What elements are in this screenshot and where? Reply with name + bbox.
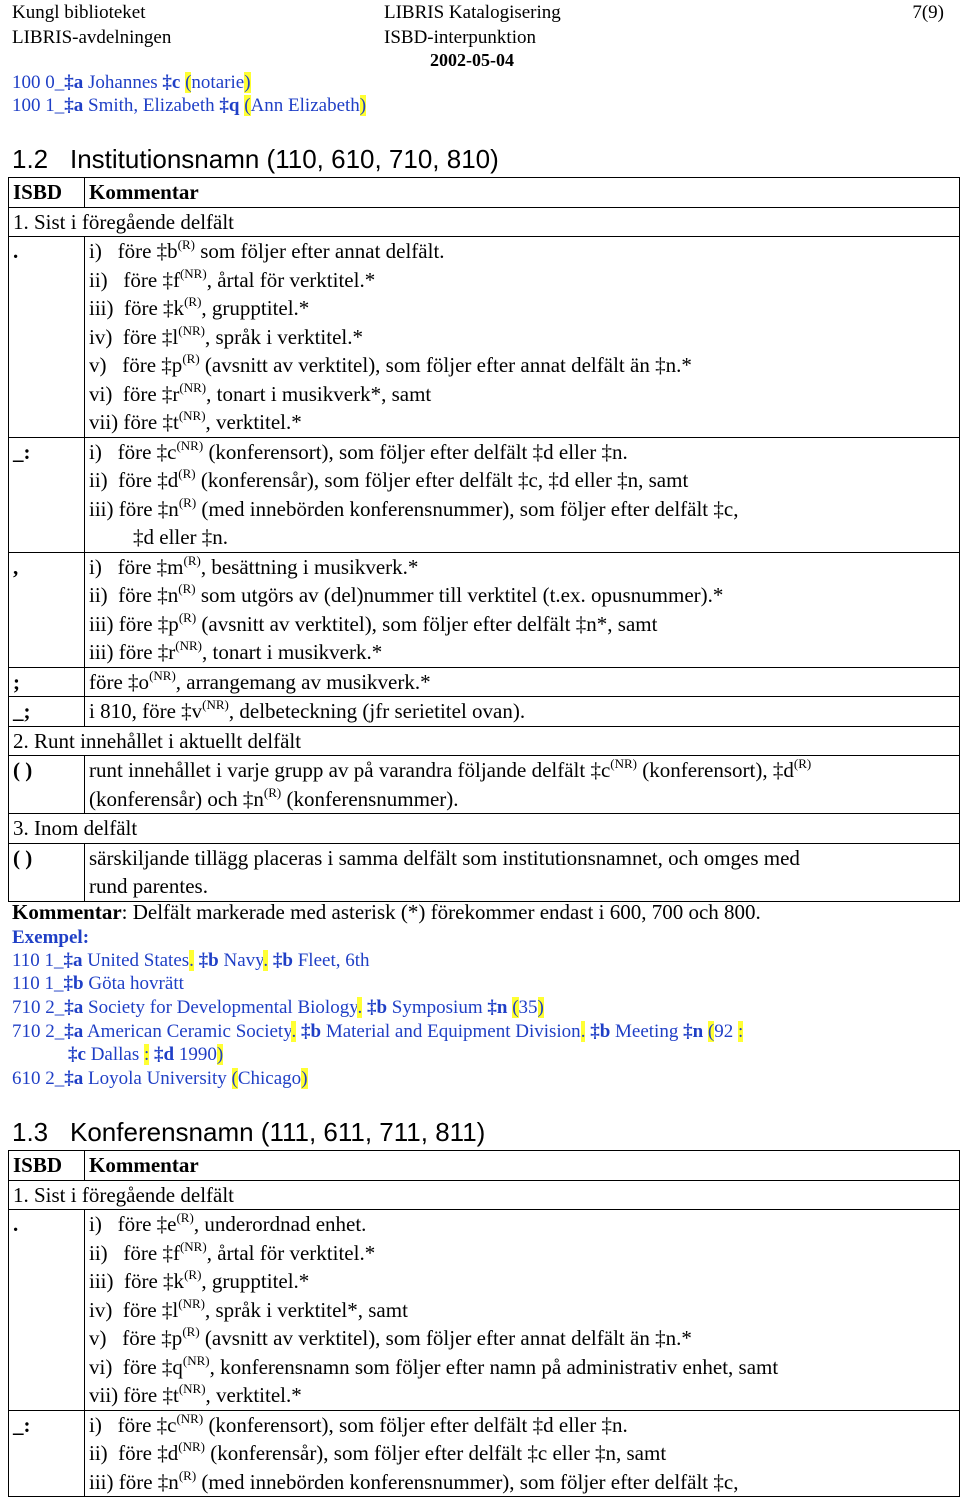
header-subtitle: ISBD-interpunktion (384, 27, 536, 48)
marc-example: 710 2_‡a Society for Developmental Biology. ‡b Symposium ‡n (35) (12, 997, 544, 1018)
isbd-symbol: , (9, 552, 85, 667)
isbd-symbol: _: (9, 1410, 85, 1497)
table-row (9, 843, 960, 901)
isbd-symbol: ; (9, 667, 85, 697)
isbd-symbol: _: (9, 437, 85, 552)
comment-line: vii) före $\ddagger t^{(NR)}$, verktitel.* (89, 1381, 302, 1407)
comment-line: i) före $\ddagger e^{(R)}$, underordnad enhet. (89, 1210, 367, 1236)
header-date: 2002-05-04 (430, 50, 514, 70)
table-header-row (9, 178, 960, 208)
comment-line: iii) före $\ddagger n^{(R)}$ (med innebörden konferensnummer), som följer efter delfält ‡c, (89, 494, 739, 521)
comment-line: före $\ddagger o^{(NR)}$, arrangemang av musikverk.* (89, 667, 431, 694)
isbd-comment (85, 552, 960, 667)
comment-line: v) före $\ddagger p^{(R)}$ (avsnitt av verktitel), som följer efter annat delfält än ‡n.* (89, 1324, 692, 1350)
section-heading-1-3: 1.3 Konferensnamn (111, 611, 711, 811) (12, 1117, 486, 1147)
col-isbd: ISBD (9, 1151, 85, 1181)
table-header-row (9, 1151, 960, 1181)
comment-line: särskiljande tillägg placeras i samma delfält som institutionsnamnet, och omges med (89, 845, 800, 870)
comment-line: ii) före $\ddagger f^{(NR)}$, årtal för verktitel.* (89, 1238, 376, 1265)
isbd-symbol: . (9, 1210, 85, 1411)
marc-example: 710 2_‡a American Ceramic Society. ‡b Material and Equipment Division. ‡b Meeting ‡n (92 : (12, 1021, 744, 1042)
isbd-symbol: ( ) (9, 843, 85, 901)
table-subheading: 1. Sist i föregående delfält (9, 207, 960, 237)
header-dept: LIBRIS-avdelningen (12, 27, 172, 48)
table-row (9, 437, 960, 552)
marc-example: 610 2_‡a Loyola University (Chicago) (12, 1068, 308, 1089)
marc-example: 110 1_‡a United States. ‡b Navy. ‡b Fleet, 6th (12, 950, 370, 971)
section-heading-1-2: 1.2 Institutionsnamn (110, 610, 710, 810) (12, 144, 499, 174)
isbd-comment (85, 697, 960, 727)
comment-line: iv) före $\ddagger l^{(NR)}$, språk i verktitel*, samt (89, 1295, 408, 1322)
comment-line: iii) före $\ddagger k^{(R)}$, grupptitel.* (89, 1267, 310, 1293)
comment-line: i) före $\ddagger b^{(R)}$ som följer efter annat delfält. (89, 237, 445, 263)
comment-line: vi) före $\ddagger q^{(NR)}$, konferensnamn som följer efter namn på administrativ enhet, samt (89, 1352, 779, 1379)
marc-example: ‡c Dallas : ‡d 1990) (68, 1044, 224, 1065)
table-row (9, 697, 960, 727)
isbd-comment (85, 667, 960, 697)
comment-line: rund parentes. (89, 874, 208, 898)
marc-example: 100 0_‡a Johannes ‡c (notarie) (12, 72, 251, 93)
page-number: 7(9) (912, 2, 944, 23)
comment-line: (konferensår) och $\ddagger n^{(R)}$ (konferensnummer). (89, 784, 459, 811)
table-row (9, 1410, 960, 1497)
table-row (9, 1210, 960, 1411)
comment-line: ii) före $\ddagger d^{(NR)}$ (konferensår), som följer efter delfält ‡c eller ‡n, samt (89, 1439, 667, 1465)
page-header (0, 0, 960, 72)
comment-note: Kommentar: Delfält markerade med asterisk (*) förekommer endast i 600, 700 och 800. (12, 900, 761, 924)
comment-line: ii) före $\ddagger f^{(NR)}$, årtal för verktitel.* (89, 265, 376, 292)
comment-line: iv) före $\ddagger l^{(NR)}$, språk i verktitel.* (89, 322, 363, 349)
comment-line: iii) före $\ddagger k^{(R)}$, grupptitel.* (89, 294, 310, 320)
comment-line: i 810, före $\ddagger v^{(NR)}$, delbeteckning (jfr serietitel ovan). (89, 697, 526, 723)
table-subheading: 2. Runt innehållet i aktuellt delfält (9, 726, 960, 756)
col-comment: Kommentar (85, 178, 960, 208)
header-center (384, 0, 561, 50)
table-row (9, 756, 960, 814)
comment-line: i) före $\ddagger c^{(NR)}$ (konferensort), som följer efter delfält ‡d eller ‡n. (89, 1410, 628, 1437)
col-comment: Kommentar (85, 1151, 960, 1181)
comment-line: i) före $\ddagger m^{(R)}$, besättning i musikverk.* (89, 552, 419, 579)
table-row (9, 667, 960, 697)
header-title: LIBRIS Katalogisering (384, 2, 561, 23)
isbd-comment (85, 437, 960, 552)
comment-line: iii) före $\ddagger r^{(NR)}$, tonart i musikverk.* (89, 638, 383, 664)
comment-line: iii) före $\ddagger p^{(R)}$ (avsnitt av verktitel), som följer efter delfält ‡n*, samt (89, 609, 658, 636)
header-org: Kungl biblioteket (12, 2, 146, 23)
comment-line: ii) före $\ddagger d^{(R)}$ (konferensår), som följer efter delfält ‡c, ‡d eller ‡n, samt (89, 466, 689, 492)
isbd-symbol: _; (9, 697, 85, 727)
isbd-comment (85, 756, 960, 814)
comment-line: i) före $\ddagger c^{(NR)}$ (konferensort), som följer efter delfält ‡d eller ‡n. (89, 437, 628, 464)
isbd-comment (85, 843, 960, 901)
table-subheading: 3. Inom delfält (9, 814, 960, 844)
table-row (9, 237, 960, 438)
examples-label: Exempel: (12, 927, 90, 948)
isbd-symbol: ( ) (9, 756, 85, 814)
comment-line: v) före $\ddagger p^{(R)}$ (avsnitt av verktitel), som följer efter annat delfält än ‡n.* (89, 351, 692, 377)
comment-line: vi) före $\ddagger r^{(NR)}$, tonart i musikverk*, samt (89, 379, 432, 406)
table-subheading: 1. Sist i föregående delfält (9, 1180, 960, 1210)
isbd-symbol: . (9, 237, 85, 438)
isbd-comment (85, 237, 960, 438)
isbd-table-1-2 (8, 177, 960, 902)
marc-example: 100 1_‡a Smith, Elizabeth ‡q (Ann Elizabeth) (12, 95, 367, 116)
marc-example: 110 1_‡b Göta hovrätt (12, 973, 184, 994)
header-left (12, 0, 171, 50)
col-isbd: ISBD (9, 178, 85, 208)
isbd-comment (85, 1210, 960, 1411)
comment-line: iii) före $\ddagger n^{(R)}$ (med innebörden konferensnummer), som följer efter delfält ‡c, (89, 1467, 739, 1494)
table-row (9, 552, 960, 667)
isbd-comment (85, 1410, 960, 1497)
comment-line: runt innehållet i varje grupp av på varandra följande delfält $\ddagger c^{(NR)}$ (konferensort), $\ddagger d^{(R)}$ (89, 756, 812, 782)
comment-line: ‡d eller ‡n. (133, 525, 229, 549)
isbd-table-1-3 (8, 1150, 960, 1497)
comment-line: vii) före $\ddagger t^{(NR)}$, verktitel.* (89, 408, 302, 434)
comment-line: ii) före $\ddagger n^{(R)}$ som utgörs av (del)nummer till verktitel (t.ex. opusnummer).* (89, 581, 724, 607)
